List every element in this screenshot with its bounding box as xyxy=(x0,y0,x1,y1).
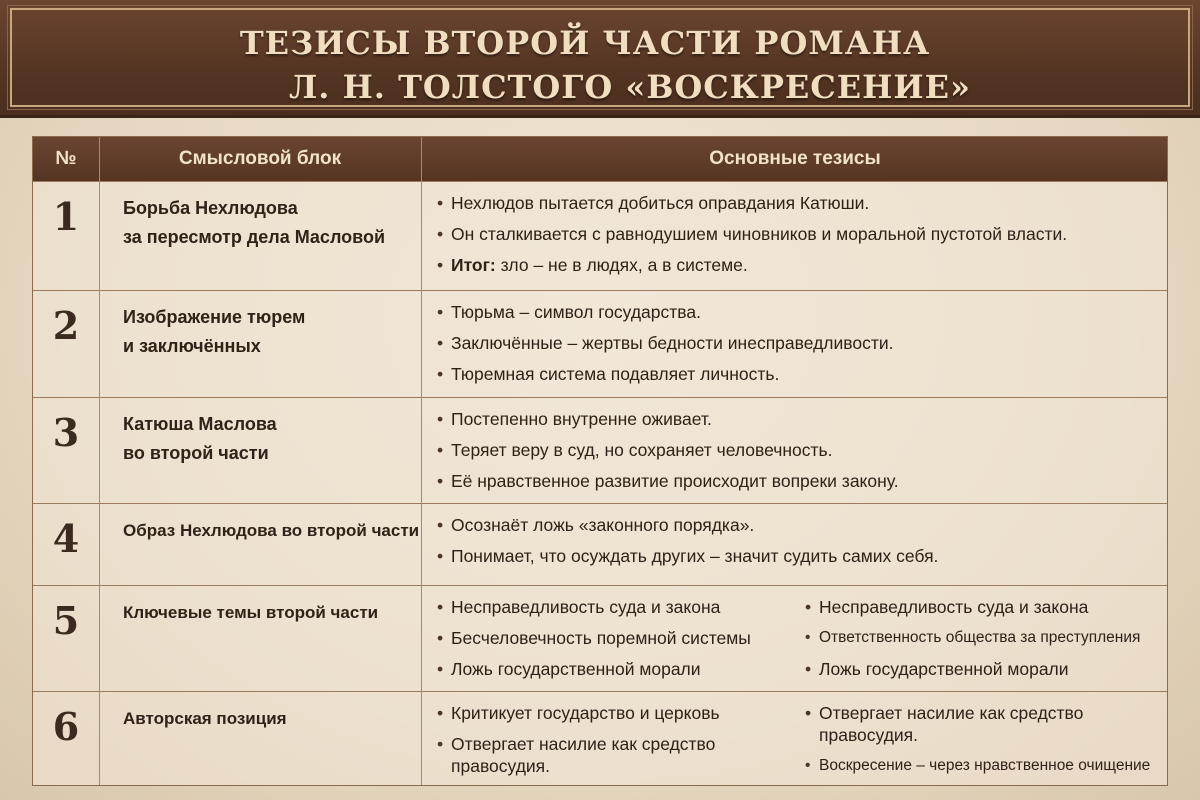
column-header-block: Смысловой блок xyxy=(178,148,342,169)
thesis-item: • Воскресение – через нравственное очищение xyxy=(805,755,1165,777)
thesis-item: • Несправедливость суда и закона xyxy=(805,596,1165,618)
thesis-item: • Отвергает насилие как средство правосудия. xyxy=(437,733,747,777)
block-title-line: и заключённых xyxy=(123,336,261,356)
column-header-number: № xyxy=(55,148,77,169)
theses-list-right xyxy=(805,596,1165,689)
theses-list xyxy=(437,301,1167,394)
thesis-item: • Нехлюдов пытается добиться оправдания Катюши. xyxy=(437,192,1167,214)
thesis-item: • Осознаёт ложь «законного порядка». xyxy=(437,514,1167,536)
block-title-line: Катюша Маслова xyxy=(123,414,277,434)
title-banner xyxy=(0,0,1200,118)
block-title: Авторская позиция xyxy=(123,709,287,728)
block-title xyxy=(123,194,423,252)
row-number: 1 xyxy=(52,194,80,239)
row-number: 3 xyxy=(52,410,80,455)
thesis-item: • Теряет веру в суд, но сохраняет человечность. xyxy=(437,439,1167,461)
row-number: 5 xyxy=(52,598,80,643)
thesis-item: • Отвергает насилие как средство правосудия. xyxy=(805,702,1105,746)
table-row xyxy=(33,397,1167,503)
thesis-item: • Несправедливость суда и закона xyxy=(437,596,797,618)
thesis-item: • Тюрьма – символ государства. xyxy=(437,301,1167,323)
table-row xyxy=(33,585,1167,691)
column-header-theses: Основные тезисы xyxy=(709,148,881,169)
block-title xyxy=(123,410,423,468)
thesis-item: • Ложь государственной морали xyxy=(437,658,797,680)
row-number: 4 xyxy=(52,516,80,561)
column-divider xyxy=(99,137,100,785)
theses-list-right xyxy=(805,702,1165,786)
thesis-item: • Критикует государство и церковь xyxy=(437,702,757,724)
block-title: Образ Нехлюдова во второй части xyxy=(123,521,420,540)
theses-list xyxy=(437,192,1167,285)
page-title-line1: ТЕЗИСЫ ВТОРОЙ ЧАСТИ РОМАНА xyxy=(239,24,931,62)
block-title-line: Изображение тюрем xyxy=(123,307,306,327)
table-header xyxy=(33,137,1167,181)
table-row xyxy=(33,181,1167,290)
thesis-item: • Ложь государственной морали xyxy=(805,658,1165,680)
thesis-item: • Бесчеловечность поремной системы xyxy=(437,627,797,649)
thesis-item: • Постепенно внутренне оживает. xyxy=(437,408,1167,430)
theses-table xyxy=(32,136,1168,786)
table-row xyxy=(33,691,1167,787)
result-label: Итог: xyxy=(451,255,496,275)
theses-list-left xyxy=(437,702,757,786)
block-title: Ключевые темы второй части xyxy=(123,603,379,622)
row-number: 6 xyxy=(52,704,80,749)
page-title-line2: Л. Н. ТОЛСТОГО «ВОСКРЕСЕНИЕ» xyxy=(288,68,971,106)
row-number: 2 xyxy=(52,303,80,348)
block-title-line: Борьба Нехлюдова xyxy=(123,198,298,218)
block-title-line: за пересмотр дела Масловой xyxy=(123,227,386,247)
thesis-item: • Её нравственное развитие происходит вопреки закону. xyxy=(437,470,1167,492)
thesis-item: • Ответственность общества за преступления xyxy=(805,627,1165,649)
thesis-item: • Он сталкивается с равнодушием чиновников и моральной пустотой власти. xyxy=(437,223,1167,245)
column-divider xyxy=(421,137,422,785)
thesis-item-result xyxy=(437,254,1167,276)
table-row xyxy=(33,290,1167,397)
result-text: зло – не в людях, а в системе. xyxy=(500,255,748,275)
thesis-item: • Понимает, что осуждать других – значит судить самих себя. xyxy=(437,545,1167,567)
theses-list-left xyxy=(437,596,797,689)
block-title xyxy=(123,303,423,361)
block-title-line: во второй части xyxy=(123,443,269,463)
thesis-item: • Заключённые – жертвы бедности инесправедливости. xyxy=(437,332,1167,354)
theses-list xyxy=(437,514,1167,576)
theses-list xyxy=(437,408,1167,501)
table-row xyxy=(33,503,1167,585)
thesis-item: • Тюремная система подавляет личность. xyxy=(437,363,1167,385)
